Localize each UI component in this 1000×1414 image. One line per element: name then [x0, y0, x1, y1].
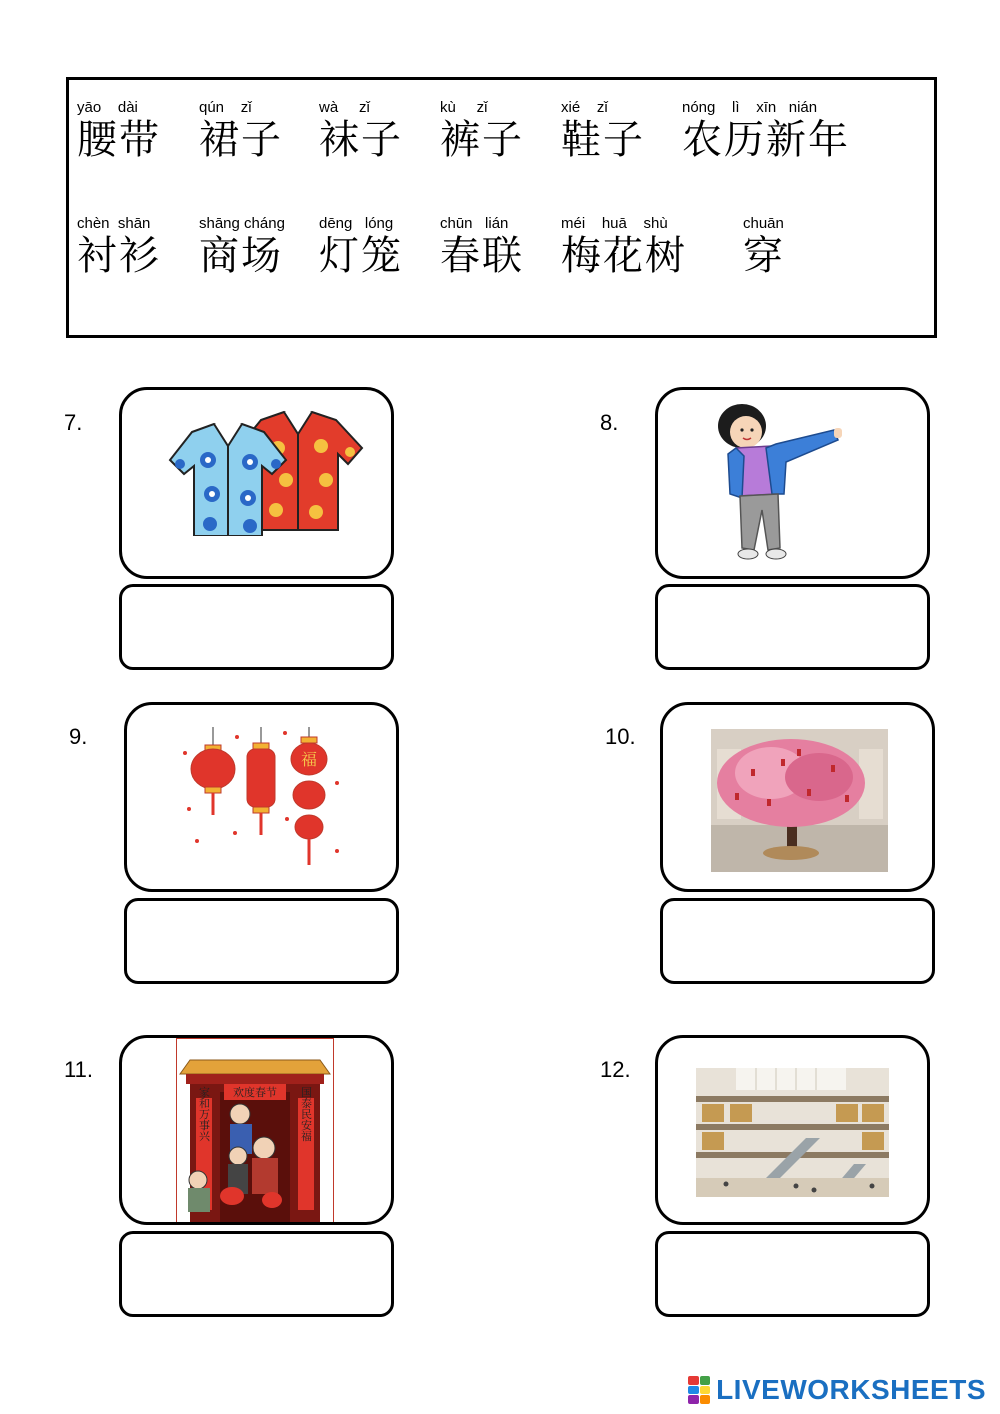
word-bank — [66, 77, 937, 338]
answer-field[interactable] — [655, 584, 930, 670]
answer-field[interactable] — [660, 898, 935, 984]
pinyin: qún zǐ — [199, 99, 252, 116]
picture-card — [660, 702, 935, 892]
word-chenshan — [77, 214, 161, 278]
picture-card — [124, 702, 399, 892]
pinyin: chūn lián — [440, 215, 509, 232]
child-dressing-image — [714, 398, 846, 572]
word-xiezi — [561, 98, 645, 162]
word-chunlian — [440, 214, 524, 278]
pinyin: chèn shān — [77, 215, 151, 232]
brand-name: LIVEWORKSHEETS — [716, 1374, 986, 1405]
spring-couplets-image — [176, 1038, 334, 1225]
liveworksheets-icon — [688, 1376, 710, 1404]
answer-field[interactable] — [119, 1231, 394, 1317]
lantern-char: 福 — [300, 750, 318, 769]
hanzi: 衬衫 — [77, 233, 161, 279]
pinyin: wà zǐ — [319, 99, 370, 116]
word-denglong — [319, 214, 403, 278]
plum-blossom-tree-image — [711, 729, 888, 872]
word-nonglixinnian — [682, 98, 850, 162]
hanzi: 腰带 — [77, 117, 161, 163]
pinyin: shāng cháng — [199, 215, 285, 232]
word-wazi — [319, 98, 403, 162]
lantern-icon — [191, 727, 327, 865]
word-qunzi — [199, 98, 283, 162]
pinyin: dēng lóng — [319, 215, 394, 232]
hanzi: 商场 — [199, 233, 283, 279]
answer-field[interactable] — [655, 1231, 930, 1317]
hanzi: 灯笼 — [319, 233, 403, 279]
pinyin: chuān — [743, 215, 784, 232]
word-chuan — [743, 214, 785, 278]
hanzi: 裤子 — [440, 117, 524, 163]
hanzi: 春联 — [440, 233, 524, 279]
question-number: 10. — [605, 724, 636, 749]
pinyin: yāo dài — [77, 99, 138, 116]
question-number: 12. — [600, 1057, 631, 1082]
answer-field[interactable] — [119, 584, 394, 670]
couplet-left: 家和万事兴 — [197, 1086, 211, 1142]
couplet-right: 国泰民安福 — [299, 1086, 313, 1142]
word-shangchang — [199, 214, 285, 278]
question-number: 8. — [600, 410, 619, 435]
question-number: 11. — [64, 1057, 93, 1082]
couplet-top: 欢度春节 — [233, 1086, 277, 1099]
picture-card — [119, 1035, 394, 1225]
lanterns-image — [177, 723, 347, 873]
answer-field[interactable] — [124, 898, 399, 984]
hanzi: 梅花树 — [561, 233, 687, 279]
question-number: 7. — [64, 410, 83, 435]
pinyin: kù zǐ — [440, 99, 488, 116]
shopping-mall-image — [696, 1068, 889, 1197]
pinyin: xié zǐ — [561, 99, 608, 116]
question-number: 9. — [69, 724, 88, 749]
hanzi: 鞋子 — [561, 117, 645, 163]
picture-card — [655, 1035, 930, 1225]
picture-card — [119, 387, 394, 579]
pinyin: méi huā shù — [561, 215, 668, 232]
hanzi: 农历新年 — [682, 117, 850, 163]
liveworksheets-logo — [688, 1374, 986, 1406]
word-yaodai — [77, 98, 161, 162]
hanzi: 袜子 — [319, 117, 403, 163]
pinyin: nóng lì xīn nián — [682, 99, 818, 116]
hanzi: 穿 — [743, 233, 785, 279]
shirts-image — [166, 408, 366, 536]
word-meihuashu — [561, 214, 687, 278]
word-kuzi — [440, 98, 524, 162]
picture-card — [655, 387, 930, 579]
hanzi: 裙子 — [199, 117, 283, 163]
